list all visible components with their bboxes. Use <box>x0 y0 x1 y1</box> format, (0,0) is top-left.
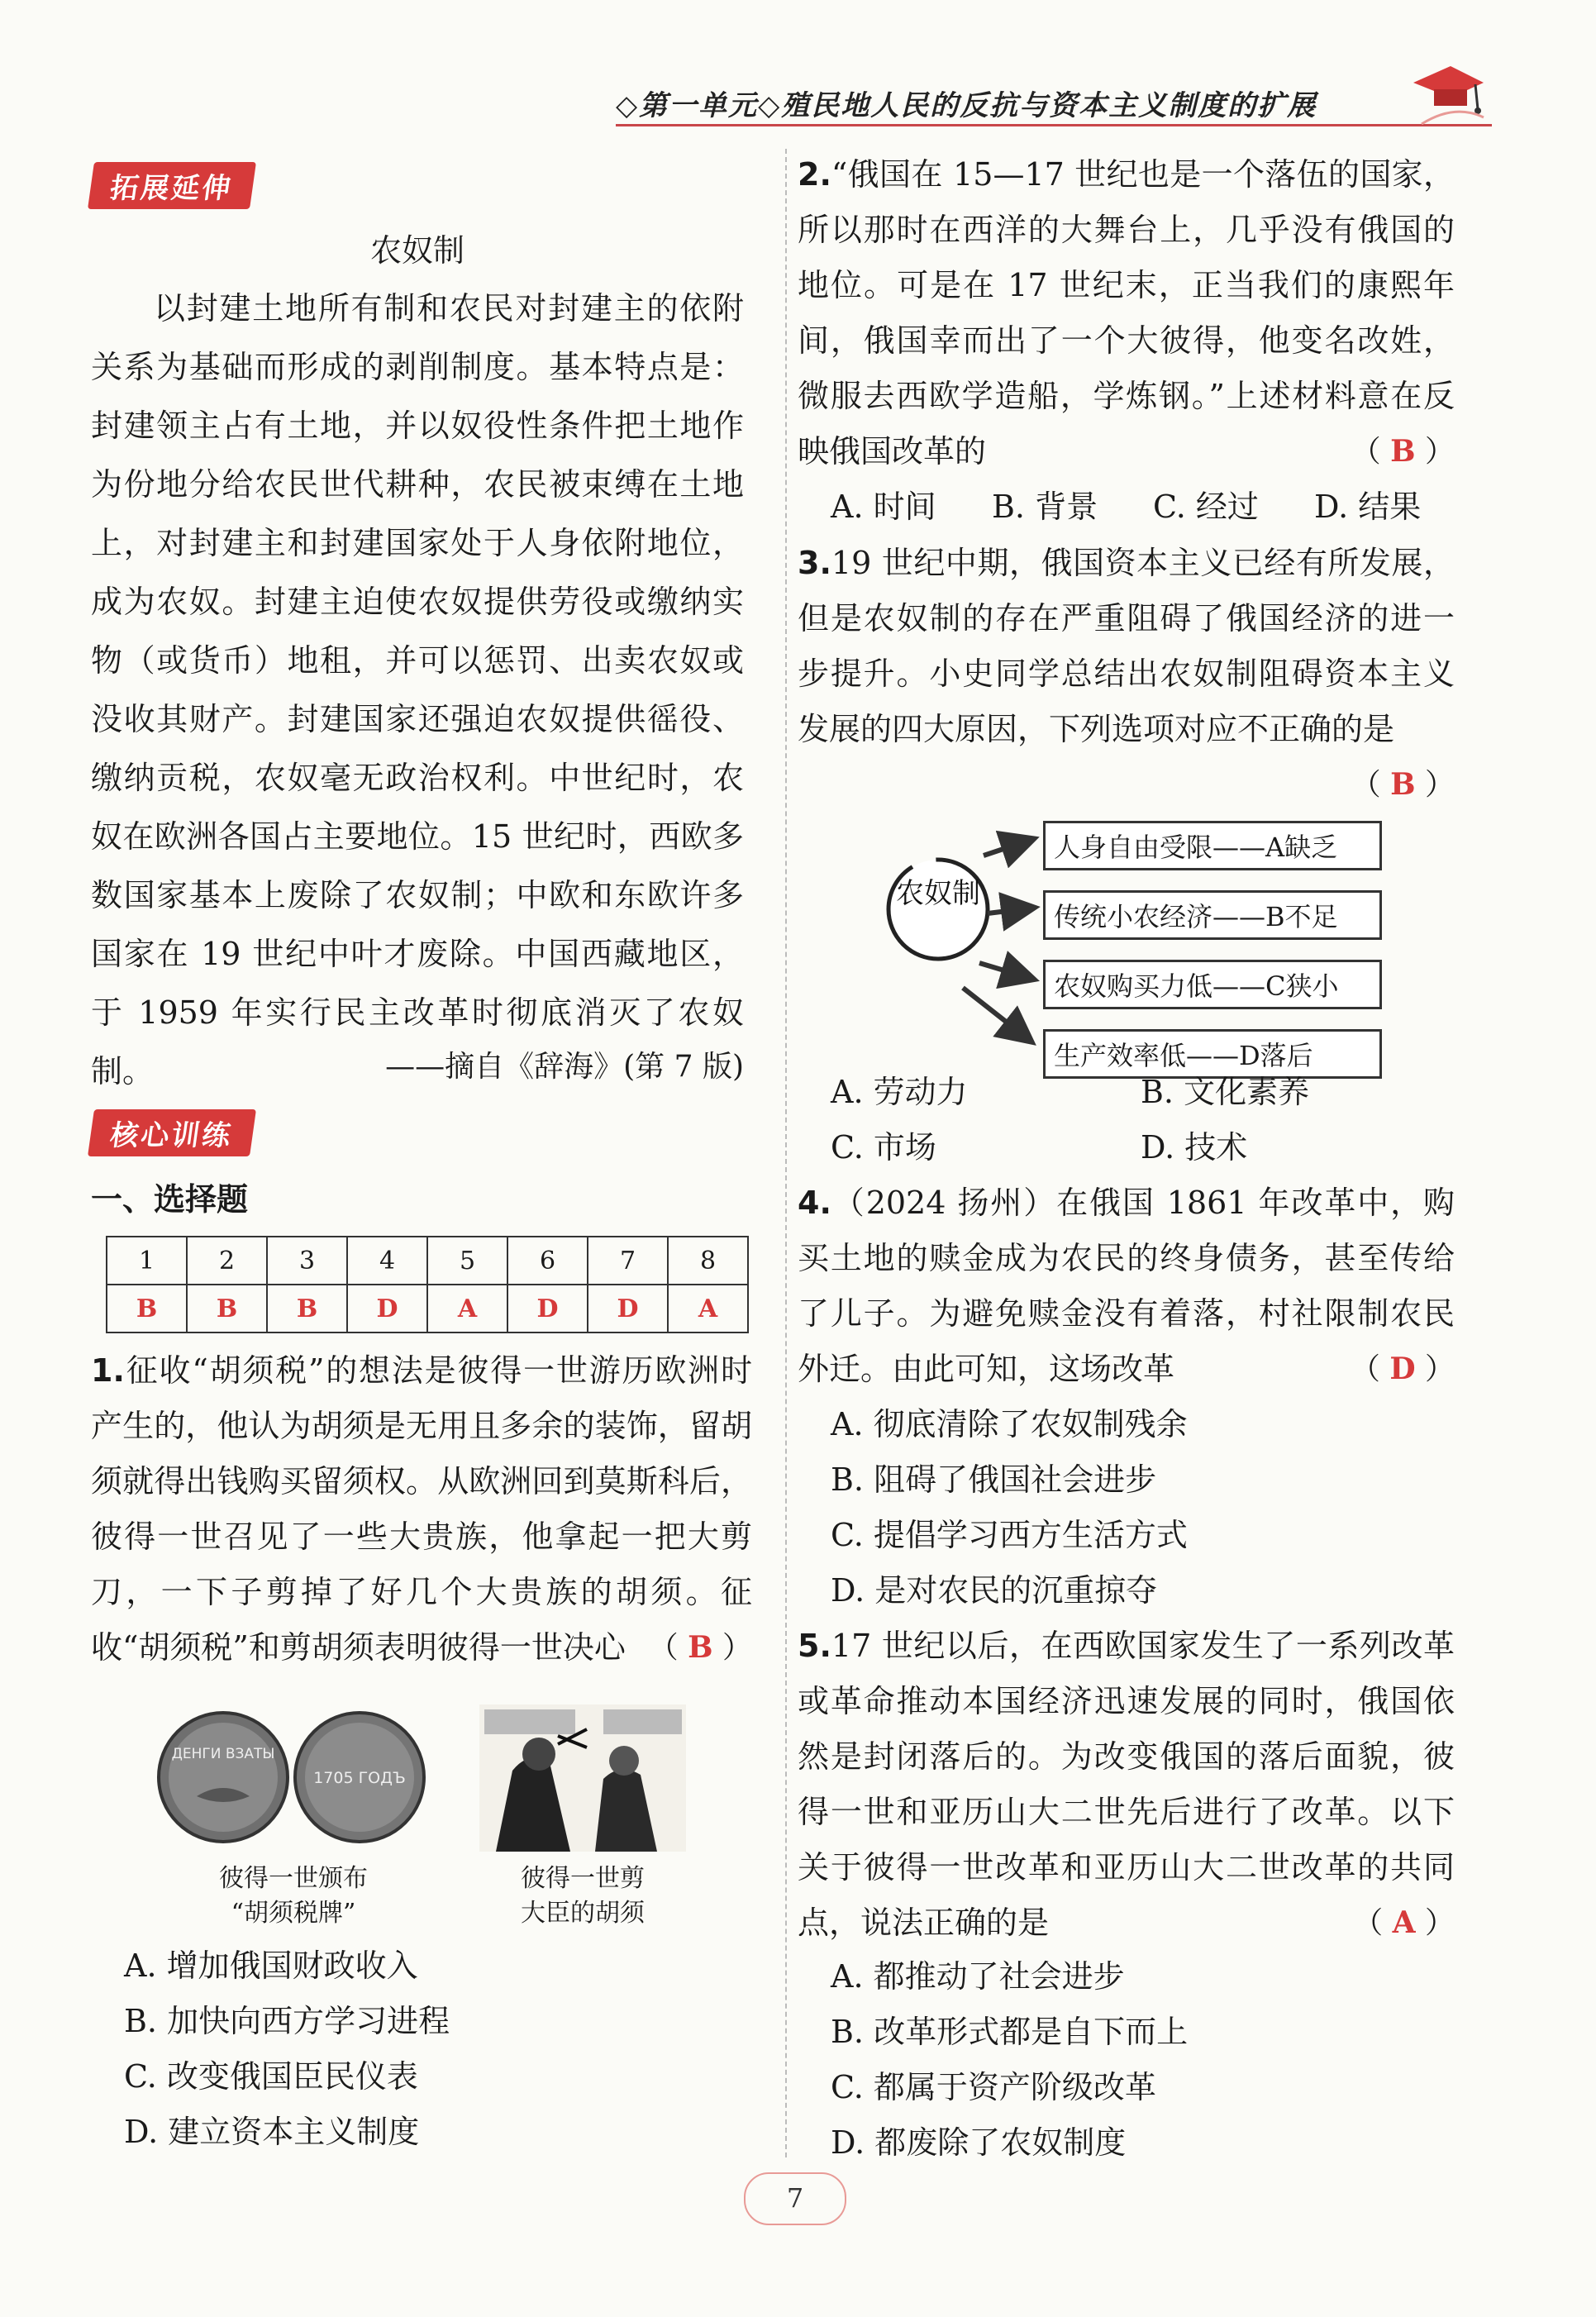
question-5 <box>798 1619 1455 1951</box>
diagram-box-3: 农奴购买力低——C狭小 <box>1043 960 1382 1009</box>
option-a[interactable]: A. 劳动力 <box>831 1074 968 1110</box>
answer-letter: B <box>1390 767 1416 802</box>
extension-source: ——摘自《辞海》(第 7 版) <box>385 1050 744 1084</box>
beard-cutting-engraving-image <box>479 1704 686 1852</box>
serfdom-diagram-connector <box>884 827 1050 1075</box>
option-a[interactable]: A. 彻底清除了农奴制残余 <box>831 1406 1188 1442</box>
answer-letter: B <box>1390 434 1416 469</box>
question-number: 4. <box>798 1185 831 1221</box>
option-d[interactable]: D. 结果 <box>1314 489 1422 525</box>
key-number: 7 <box>588 1237 668 1285</box>
extension-body: 以封建土地所有制和农民对封建主的依附关系为基础而形成的剥削制度。基本特点是：封建领主占有土地，并以奴役性条件把土地作为份地分给农民世代耕种，农民被束缚在土地上，对封建主和封建国家处于人身依附地位，成为农奴。封建主迫使农奴提供劳役或缴纳实物（或货币）地租，并可以惩罚、出卖农奴或没收其财产。封建国家还强迫农奴提供徭役、缴纳贡税，农奴毫无政治权利。中世纪时，农奴在欧洲各国占主要地位。15 世纪时，西欧多数国家基本上废除了农奴制；中欧和东欧许多国家在 19 世纪中叶才废除。中国西藏地区，于 1959 年实行民主改革时彻底消灭了农奴制。 <box>91 290 744 1089</box>
extension-title: 农奴制 <box>369 232 465 269</box>
question-number: 3. <box>798 545 831 581</box>
caption-beard-tax-token <box>161 1862 426 1931</box>
option-c[interactable]: C. 经过 <box>1153 489 1259 525</box>
key-answer: B <box>107 1285 187 1333</box>
coin-inscription: ДЕНГИ ВЗАТЫ <box>171 1746 275 1762</box>
question-text: 征收“胡须税”的想法是彼得一世游历欧洲时产生的，他认为胡须是无用且多余的装饰，留胡须就得出钱购买留须权。从欧洲回到莫斯科后，彼得一世召见了一些大贵族，他拿起一把大剪刀，一下子剪掉了好几个大贵族的胡须。征收“胡须税”和剪胡须表明彼得一世决心 <box>91 1352 752 1666</box>
caption-line: 大臣的胡须 <box>521 1899 645 1928</box>
extension-tag: 拓展延伸 <box>88 162 256 209</box>
core-tag: 核心训练 <box>88 1109 256 1156</box>
key-number: 3 <box>267 1237 347 1285</box>
key-answer: B <box>267 1285 347 1333</box>
key-answer: D <box>347 1285 427 1333</box>
q1-options <box>124 1938 752 2160</box>
caption-line: “胡须税牌” <box>231 1899 356 1928</box>
option-a[interactable]: A. 增加俄国财政收入 <box>124 1948 418 1984</box>
option-b[interactable]: B. 改革形式都是自下而上 <box>831 2014 1189 2050</box>
answer-letter: B <box>688 1630 713 1665</box>
option-d[interactable]: D. 技术 <box>1141 1129 1248 1166</box>
option-d[interactable]: D. 都废除了农奴制度 <box>831 2124 1127 2161</box>
option-c[interactable]: C. 都属于资产阶级改革 <box>831 2069 1156 2105</box>
question-number: 1. <box>91 1352 125 1389</box>
key-answer: D <box>507 1285 588 1333</box>
q4-options <box>831 1397 1459 1619</box>
question-text: 19 世纪中期，俄国资本主义已经有所发展，但是农奴制的存在严重阻碍了俄国经济的进一步提升。小史同学总结出农奴制阻碍资本主义发展的四大原因，下列选项对应不正确的是 <box>798 545 1455 747</box>
header-divider <box>616 124 1492 126</box>
coin-inscription: 1705 ГОДЪ <box>313 1769 406 1787</box>
question-text: （2024 扬州）在俄国 1861 年改革中，购买土地的赎金成为农民的终身债务，甚至传给了儿子。为避免赎金没有着落，村社限制农民外迁。由此可知，这场改革 <box>798 1185 1455 1387</box>
unit-header: ◇第一单元◇殖民地人民的反抗与资本主义制度的扩展 <box>616 89 1317 122</box>
option-b[interactable]: B. 阻碍了俄国社会进步 <box>831 1461 1157 1498</box>
q5-options <box>831 1949 1459 2171</box>
key-number: 1 <box>107 1237 187 1285</box>
key-answer: B <box>187 1285 267 1333</box>
answer-letter: A <box>1392 1905 1416 1940</box>
option-d[interactable]: D. 建立资本主义制度 <box>124 2114 420 2150</box>
q2-options <box>831 479 1459 535</box>
question-text: “俄国在 15—17 世纪也是一个落伍的国家，所以那时在西洋的大舞台上，几乎没有俄国的地位。可是在 17 世纪末，正当我们的康熙年间，俄国幸而出了一个大彼得，他变名改姓，微服去西欧学造船，学炼钢。”上述材料意在反映俄国改革的 <box>798 156 1455 470</box>
question-2 <box>798 147 1455 479</box>
answer-letter: D <box>1389 1352 1416 1386</box>
graduation-hat-icon <box>1405 58 1488 128</box>
answer-bracket: （ B ） <box>1351 434 1455 469</box>
option-b[interactable]: B. 背景 <box>992 489 1098 525</box>
option-d[interactable]: D. 是对农民的沉重掠夺 <box>831 1572 1158 1609</box>
page-number: 7 <box>744 2172 846 2225</box>
answer-key-table <box>106 1236 749 1333</box>
answer-key-answers <box>107 1285 748 1333</box>
column-divider <box>785 149 787 2157</box>
question-text: 17 世纪以后，在西欧国家发生了一系列改革或革命推动本国经济迅速发展的同时，俄国依然是封闭落后的。为改变俄国的落后面貌，彼得一世和亚历山大二世先后进行了改革。以下关于彼得一世改革和亚历山大二世改革的共同点，说法正确的是 <box>798 1628 1455 1941</box>
option-c[interactable]: C. 改变俄国臣民仪表 <box>124 2058 418 2095</box>
diagram-boxes <box>1043 821 1382 1079</box>
key-number: 4 <box>347 1237 427 1285</box>
diagram-box-4: 生产效率低——D落后 <box>1043 1029 1382 1079</box>
question-4 <box>798 1175 1455 1397</box>
answer-key-numbers <box>107 1237 748 1285</box>
question-1 <box>91 1343 752 1676</box>
section-heading: 一、选择题 <box>91 1181 249 1218</box>
option-a[interactable]: A. 时间 <box>831 489 936 525</box>
question-number: 2. <box>798 156 831 193</box>
diagram-box-2: 传统小农经济——B不足 <box>1043 890 1382 940</box>
caption-line: 彼得一世颁布 <box>219 1864 368 1893</box>
caption-peter-cutting-beard <box>475 1862 690 1931</box>
option-b[interactable]: B. 文化素养 <box>1141 1074 1310 1110</box>
option-c[interactable]: C. 提倡学习西方生活方式 <box>831 1517 1188 1553</box>
answer-bracket: （ A ） <box>1353 1905 1455 1940</box>
diagram-center-label: 农奴制 <box>896 877 980 910</box>
answer-bracket: （ B ） <box>648 1630 752 1665</box>
beard-token-coins-image <box>157 1707 430 1847</box>
option-b[interactable]: B. 加快向西方学习进程 <box>124 2003 450 2039</box>
question-number: 5. <box>798 1628 831 1664</box>
key-answer: A <box>668 1285 748 1333</box>
option-c[interactable]: C. 市场 <box>831 1129 936 1166</box>
question-3 <box>798 536 1455 813</box>
option-a[interactable]: A. 都推动了社会进步 <box>831 1958 1125 1995</box>
key-number: 8 <box>668 1237 748 1285</box>
answer-bracket: （ D ） <box>1350 1352 1455 1386</box>
q3-options <box>831 1065 1459 1175</box>
key-number: 2 <box>187 1237 267 1285</box>
key-answer: A <box>427 1285 507 1333</box>
diagram-box-1: 人身自由受限——A缺乏 <box>1043 821 1382 870</box>
caption-line: 彼得一世剪 <box>521 1864 645 1893</box>
key-number: 6 <box>507 1237 588 1285</box>
key-number: 5 <box>427 1237 507 1285</box>
key-answer: D <box>588 1285 668 1333</box>
answer-bracket: （ B ） <box>1351 767 1455 802</box>
